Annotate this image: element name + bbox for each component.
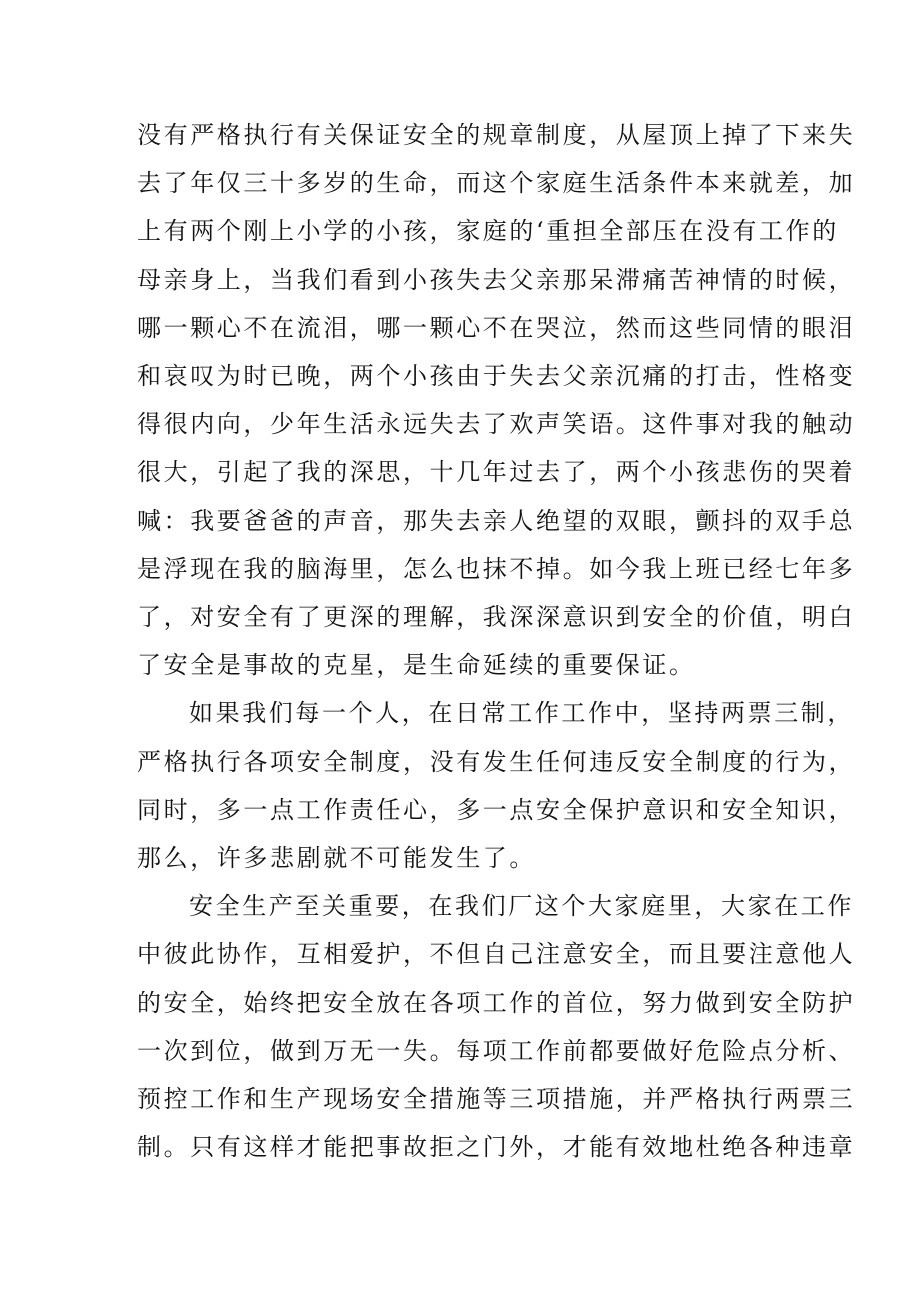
paragraph-3 [137, 882, 856, 1171]
document-body [137, 111, 856, 1171]
paragraph-line: 严格执行各项安全制度，没有发生任何违反安全制度的行为， [137, 747, 856, 776]
paragraph-1 [137, 111, 856, 689]
paragraph-line: 哪一颗心不在流泪，哪一颗心不在哭泣，然而这些同情的眼泪 [137, 313, 856, 342]
paragraph-line: 中彼此协作，互相爱护，不但自己注意安全，而且要注意他人 [137, 940, 856, 969]
paragraph-line: 制。只有这样才能把事故拒之门外，才能有效地杜绝各种违章 [137, 1133, 856, 1162]
paragraph-line: 如果我们每一个人，在日常工作工作中，坚持两票三制， [189, 699, 854, 728]
paragraph-line: 一次到位，做到万无一失。每项工作前都要做好危险点分析、 [137, 1036, 856, 1065]
paragraph-line: 是浮现在我的脑海里，怎么也抹不掉。如今我上班已经七年多 [137, 554, 856, 583]
paragraph-line: 上有两个刚上小学的小孩，家庭的‘重担全部压在没有工作的 [137, 217, 839, 246]
paragraph-line: 同时，多一点工作责任心，多一点安全保护意识和安全知识， [137, 795, 856, 824]
paragraph-line: 喊：我要爸爸的声音，那失去亲人绝望的双眼，颤抖的双手总 [137, 506, 856, 535]
paragraph-line: 得很内向，少年生活永远失去了欢声笑语。这件事对我的触动 [137, 410, 856, 439]
paragraph-line: 母亲身上，当我们看到小孩失去父亲那呆滞痛苦神情的时候， [137, 265, 856, 294]
paragraph-line: 很大，引起了我的深思，十几年过去了，两个小孩悲伤的哭着 [137, 458, 856, 487]
paragraph-line: 了，对安全有了更深的理解，我深深意识到安全的价值，明白 [137, 603, 856, 632]
paragraph-line: 了安全是事故的克星，是生命延续的重要保证。 [137, 651, 696, 680]
paragraph-2 [137, 689, 856, 882]
paragraph-line: 去了年仅三十多岁的生命，而这个家庭生活条件本来就差，加 [137, 169, 856, 198]
paragraph-line: 安全生产至关重要，在我们厂这个大家庭里，大家在工作 [189, 892, 854, 921]
paragraph-line: 预控工作和生产现场安全措施等三项措施，并严格执行两票三 [137, 1085, 856, 1114]
paragraph-line: 没有严格执行有关保证安全的规章制度，从屋顶上掉了下来失 [137, 121, 856, 149]
paragraph-line: 的安全，始终把安全放在各项工作的首位，努力做到安全防护 [137, 988, 856, 1017]
paragraph-line: 那么，许多悲剧就不可能发生了。 [137, 844, 536, 873]
paragraph-line: 和哀叹为时已晚，两个小孩由于失去父亲沉痛的打击，性格变 [137, 362, 856, 391]
